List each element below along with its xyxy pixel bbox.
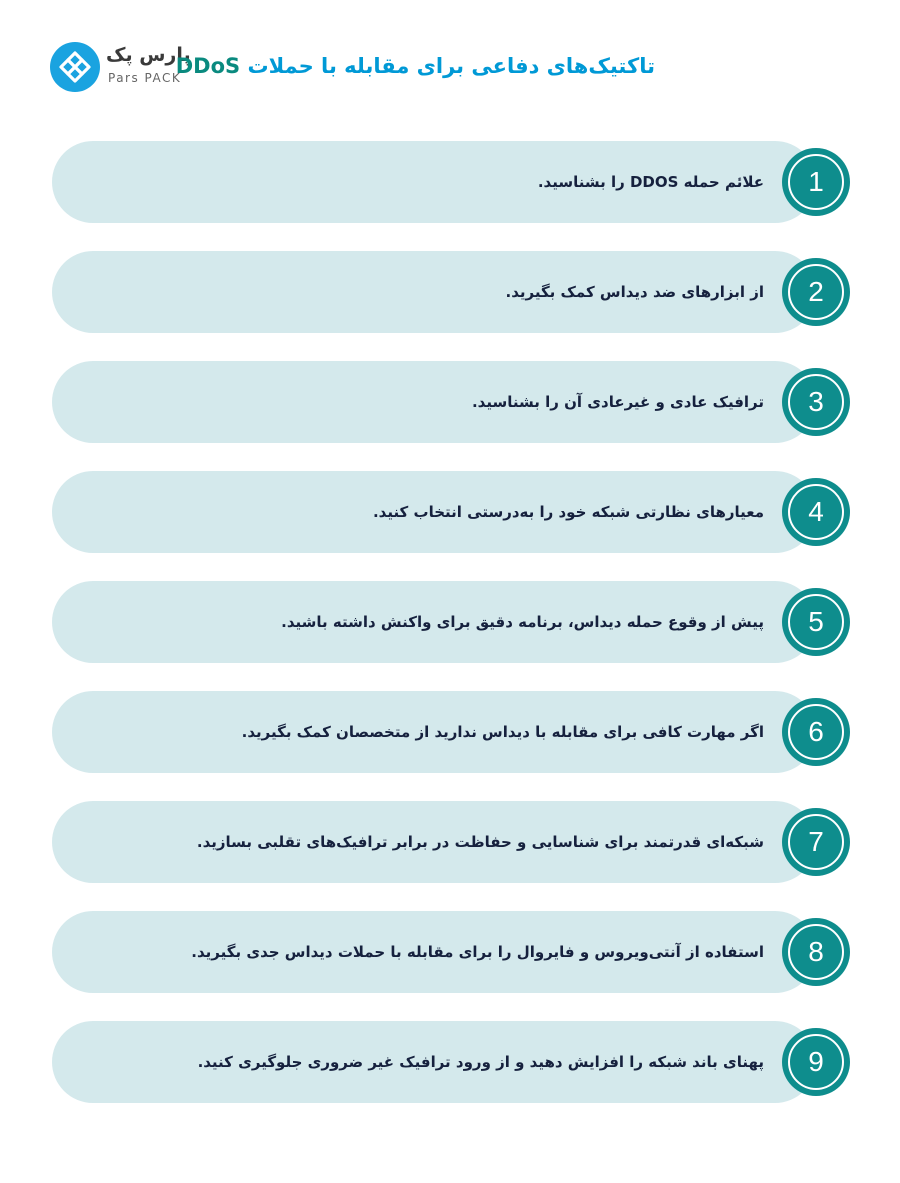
item-text: استفاده از آنتی‌ویروس و فایروال را برای مقابله با حملات دیداس جدی بگیرید.: [191, 943, 764, 961]
item-text: اگر مهارت کافی برای مقابله با دیداس ندارید از متخصصان کمک بگیرید.: [241, 723, 764, 741]
number-badge: [782, 1028, 850, 1096]
number-badge: [782, 808, 850, 876]
list-item: [52, 801, 850, 883]
list-item: [52, 471, 850, 553]
item-text: پیش از وقوع حمله دیداس، برنامه دقیق برای واکنش داشته باشید.: [281, 613, 764, 631]
item-text: پهنای باند شبکه را افزایش دهید و از ورود ترافیک غیر ضروری جلوگیری کنید.: [197, 1053, 764, 1071]
item-number: 1: [788, 154, 844, 210]
item-number: 6: [788, 704, 844, 760]
list-item: [52, 911, 850, 993]
item-text: شبکه‌ای قدرتمند برای شناسایی و حفاظت در برابر ترافیک‌های تقلبی بسازید.: [196, 833, 764, 851]
logo-text-fa: پارس پک: [106, 44, 191, 66]
number-badge: [782, 368, 850, 436]
number-badge: [782, 918, 850, 986]
item-text: معیارهای نظارتی شبکه خود را به‌درستی انتخاب کنید.: [372, 503, 764, 521]
number-badge: [782, 478, 850, 546]
item-text: علائم حمله DDOS را بشناسید.: [537, 173, 764, 191]
title-text: تاکتیک‌های دفاعی برای مقابله با حملات: [247, 54, 655, 78]
pars-pack-logo-icon: [50, 42, 100, 92]
list-item: [52, 251, 850, 333]
item-number: 9: [788, 1034, 844, 1090]
title-ddos: DDoS: [175, 54, 241, 78]
header: [0, 0, 900, 120]
item-number: 4: [788, 484, 844, 540]
item-text: ترافیک عادی و غیرعادی آن را بشناسید.: [471, 393, 764, 411]
item-text: از ابزارهای ضد دیداس کمک بگیرید.: [505, 283, 764, 301]
item-number: 8: [788, 924, 844, 980]
number-badge: [782, 588, 850, 656]
item-number: 5: [788, 594, 844, 650]
list-item: [52, 361, 850, 443]
list-item: [52, 1021, 850, 1103]
logo-text-en: Pars PACK: [108, 71, 182, 85]
list-item: [52, 141, 850, 223]
list-item: [52, 581, 850, 663]
list-item: [52, 691, 850, 773]
item-number: 2: [788, 264, 844, 320]
number-badge: [782, 148, 850, 216]
item-number: 3: [788, 374, 844, 430]
item-number: 7: [788, 814, 844, 870]
number-badge: [782, 258, 850, 326]
number-badge: [782, 698, 850, 766]
page-title: [176, 54, 655, 78]
